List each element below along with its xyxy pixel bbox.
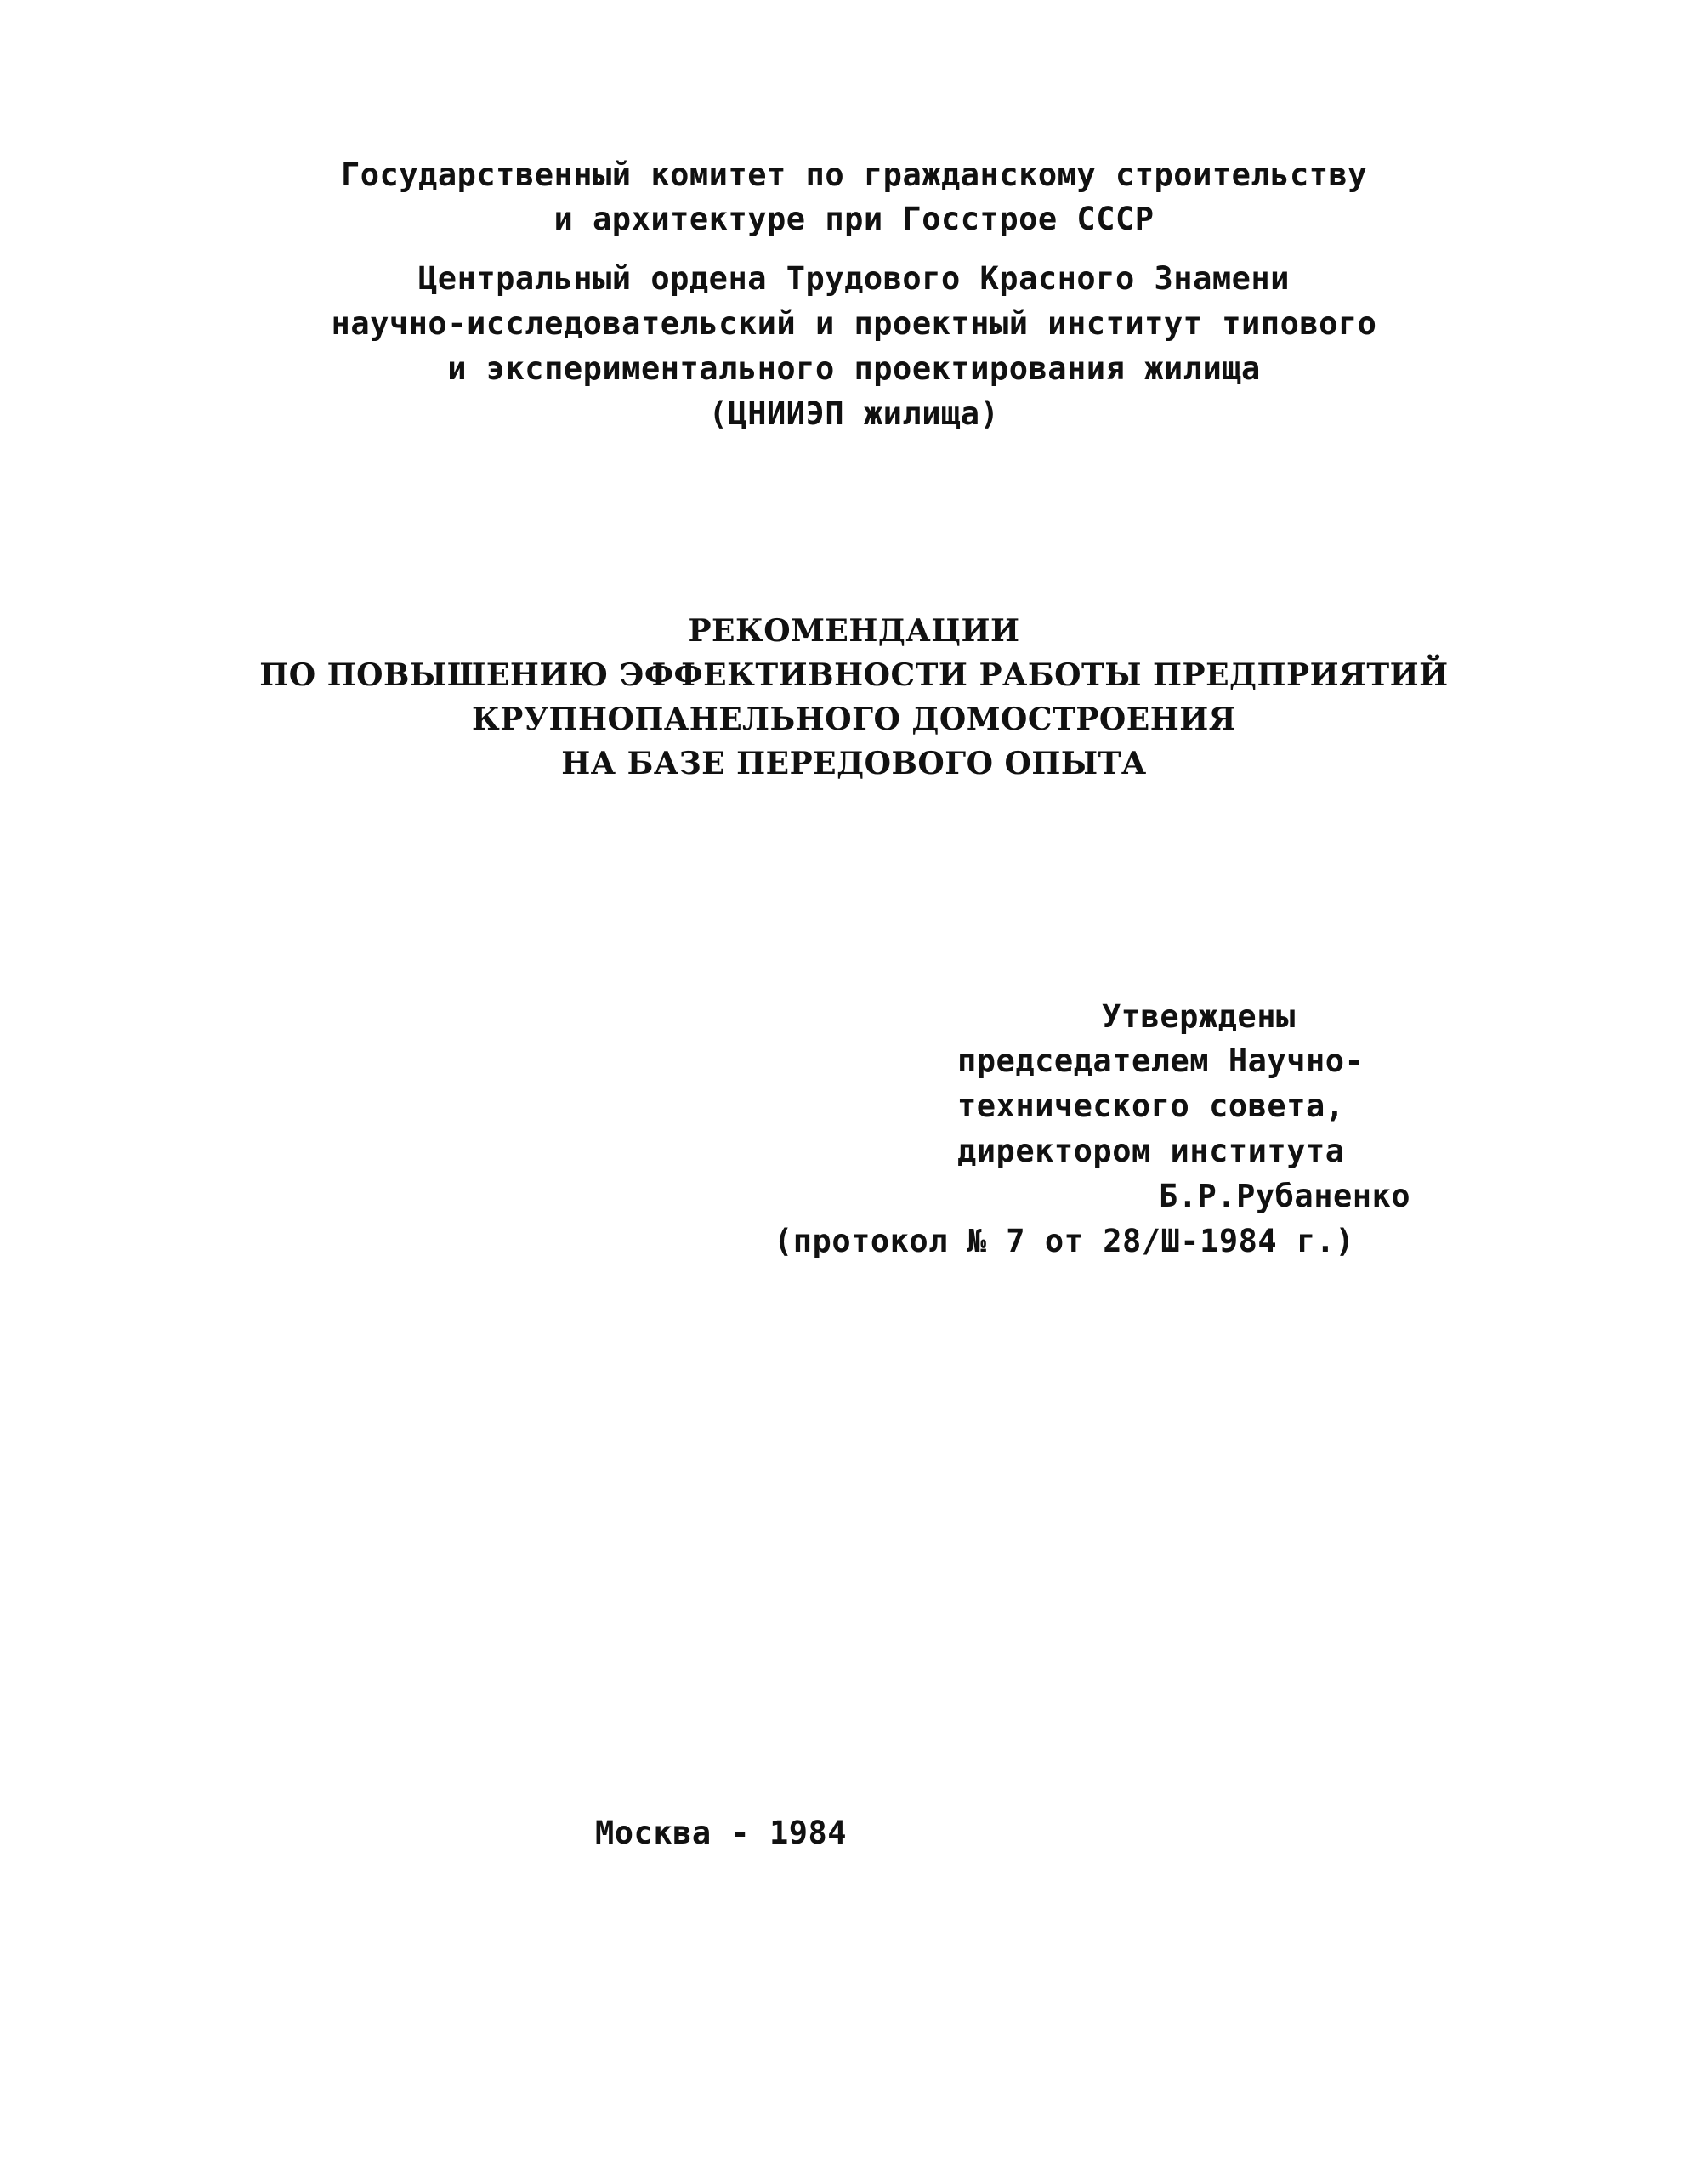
approval-line-3: технического совета, (957, 1088, 1345, 1124)
institute-line-2: научно-исследовательский и проектный институт типового (331, 305, 1377, 342)
approver-name: Б.Р.Рубаненко (1159, 1178, 1411, 1214)
committee-line-2: и архитектуре при Госстрое СССР (553, 201, 1155, 237)
title-line-1: РЕКОМЕНДАЦИИ (688, 613, 1020, 649)
approval-line-1: Утверждены (1102, 998, 1296, 1035)
committee-line-1: Государственный комитет по гражданскому строительству (340, 156, 1368, 193)
protocol-reference: (протокол № 7 от 28/Ш-1984 г.) (774, 1223, 1355, 1259)
title-line-3: КРУПНОПАНЕЛЬНОГО ДОМОСТРОЕНИЯ (472, 702, 1236, 737)
approval-line-4: директором института (957, 1133, 1345, 1169)
institute-line-3: и экспериментального проектирования жилища (447, 350, 1261, 387)
approval-line-2: председателем Научно- (957, 1043, 1365, 1079)
place-year: Москва - 1984 (595, 1815, 848, 1851)
title-line-2: ПО ПОВЫШЕНИЮ ЭФФЕКТИВНОСТИ РАБОТЫ ПРЕДПРИЯТИЙ (259, 657, 1449, 693)
institute-abbreviation: (ЦНИИЭП жилища) (708, 395, 1000, 432)
title-line-4: НА БАЗЕ ПЕРЕДОВОГО ОПЫТА (561, 746, 1147, 781)
institute-line-1: Центральный ордена Трудового Красного Знамени (418, 260, 1290, 297)
